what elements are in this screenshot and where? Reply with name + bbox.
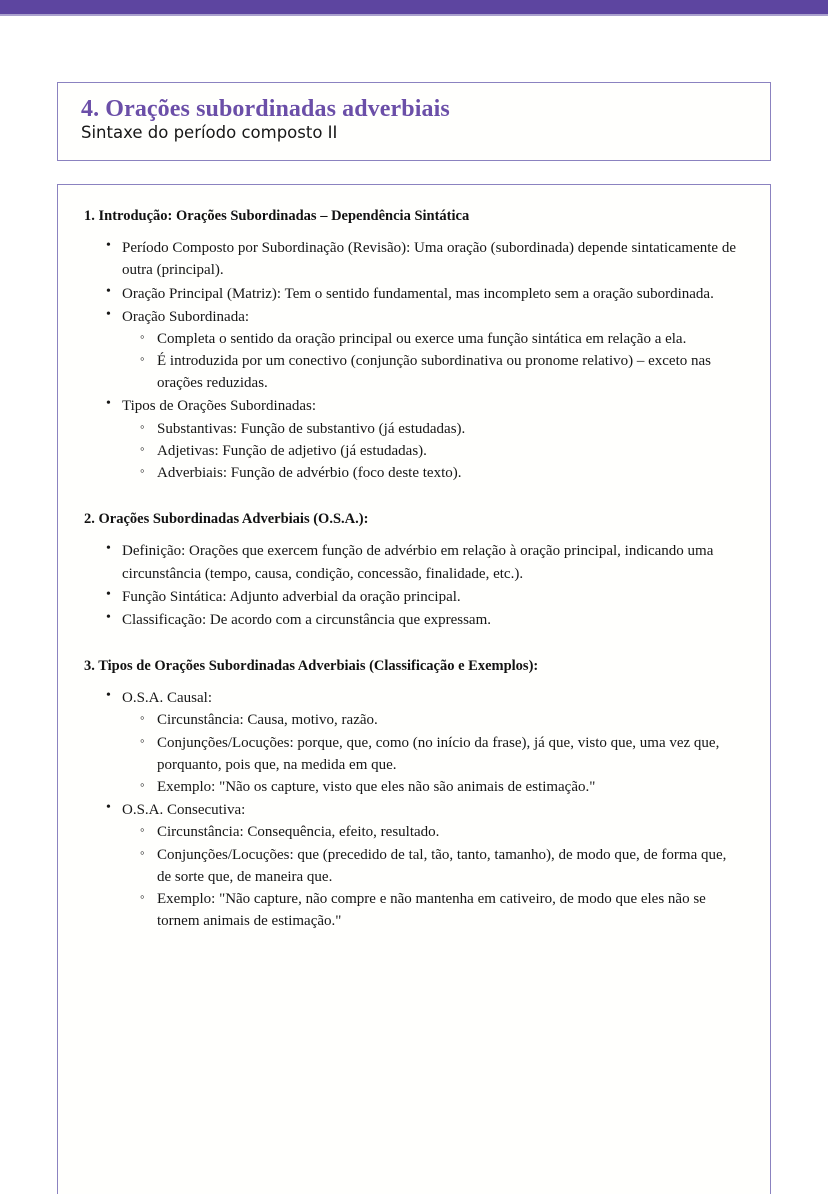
list-item-text: Função Sintática: Adjunto adverbial da oração principal.	[122, 588, 461, 605]
sub-list-item: ◦ Exemplo: "Não os capture, visto que eles não são animais de estimação."	[140, 776, 744, 798]
document-title-card	[57, 82, 771, 161]
sub-list-item: ◦ Circunstância: Causa, motivo, razão.	[140, 709, 744, 731]
sub-bullet-list	[122, 709, 744, 798]
list-item-text: Definição: Orações que exercem função de advérbio em relação à oração principal, indicando uma circunstância (tempo, causa, condição, concessão, finalidade, etc.).	[122, 543, 714, 582]
sub-list-item: ◦ Adverbiais: Função de advérbio (foco deste texto).	[140, 462, 744, 484]
sub-list-item: ◦ É introduzida por um conectivo (conjunção subordinativa ou pronome relativo) – exceto nas orações reduzidas.	[140, 350, 744, 394]
section-heading: 1. Introdução: Orações Subordinadas – Dependência Sintática	[84, 208, 470, 224]
list-item	[106, 395, 744, 484]
list-item-text: Oração Subordinada:	[122, 308, 250, 325]
section-heading: 2. Orações Subordinadas Adverbiais (O.S.A.):	[84, 511, 369, 528]
sub-bullet-list	[122, 328, 744, 395]
list-item	[106, 609, 744, 631]
sub-list-item: ◦ Circunstância: Consequência, efeito, resultado.	[140, 821, 744, 843]
list-item-text: Oração Principal (Matriz): Tem o sentido fundamental, mas incompleto sem a oração subordinada.	[122, 285, 714, 302]
section-heading: 3. Tipos de Orações Subordinadas Adverbiais (Classificação e Exemplos):	[84, 658, 539, 675]
list-item	[106, 586, 744, 608]
list-item	[106, 237, 744, 281]
list-item	[106, 799, 744, 932]
page-subtitle: Sintaxe do período composto II	[81, 122, 338, 142]
list-item	[106, 540, 744, 584]
list-item	[106, 306, 744, 395]
list-item-text: Tipos de Orações Subordinadas:	[122, 398, 317, 415]
list-item-text: Período Composto por Subordinação (Revisão): Uma oração (subordinada) depende sintaticamente de outra (principal).	[122, 240, 736, 279]
sub-bullet-list	[122, 821, 744, 932]
sub-list-item: ◦ Substantivas: Função de substantivo (já estudadas).	[140, 418, 744, 440]
top-accent-bar	[0, 0, 828, 14]
list-item	[106, 283, 744, 305]
bullet-list	[84, 540, 744, 631]
sub-list-item: ◦ Conjunções/Locuções: que (precedido de tal, tão, tanto, tamanho), de modo que, de forma que, de sorte que, de maneira que.	[140, 844, 744, 888]
document-content-card	[57, 184, 771, 1194]
list-item-text: O.S.A. Causal:	[122, 690, 212, 707]
sub-list-item: ◦ Adjetivas: Função de adjetivo (já estudadas).	[140, 440, 744, 462]
list-item-text: Classificação: De acordo com a circunstância que expressam.	[122, 611, 492, 628]
list-item	[106, 687, 744, 798]
sub-list-item: ◦ Conjunções/Locuções: porque, que, como (no início da frase), já que, visto que, uma vez que, porquanto, pois que, na medida em que.	[140, 732, 744, 776]
top-accent-bar-shadow	[0, 14, 828, 16]
list-item-text: O.S.A. Consecutiva:	[122, 802, 246, 819]
sub-bullet-list	[122, 418, 744, 485]
bullet-list	[84, 237, 744, 484]
sub-list-item: ◦ Exemplo: "Não capture, não compre e não mantenha em cativeiro, de modo que eles não se tornem animais de estimação."	[140, 888, 744, 932]
sub-list-item: ◦ Completa o sentido da oração principal ou exerce uma função sintática em relação a ela.	[140, 328, 744, 350]
page-title: 4. Orações subordinadas adverbiais	[81, 96, 450, 122]
bullet-list	[84, 687, 744, 932]
sections-container	[84, 207, 744, 932]
